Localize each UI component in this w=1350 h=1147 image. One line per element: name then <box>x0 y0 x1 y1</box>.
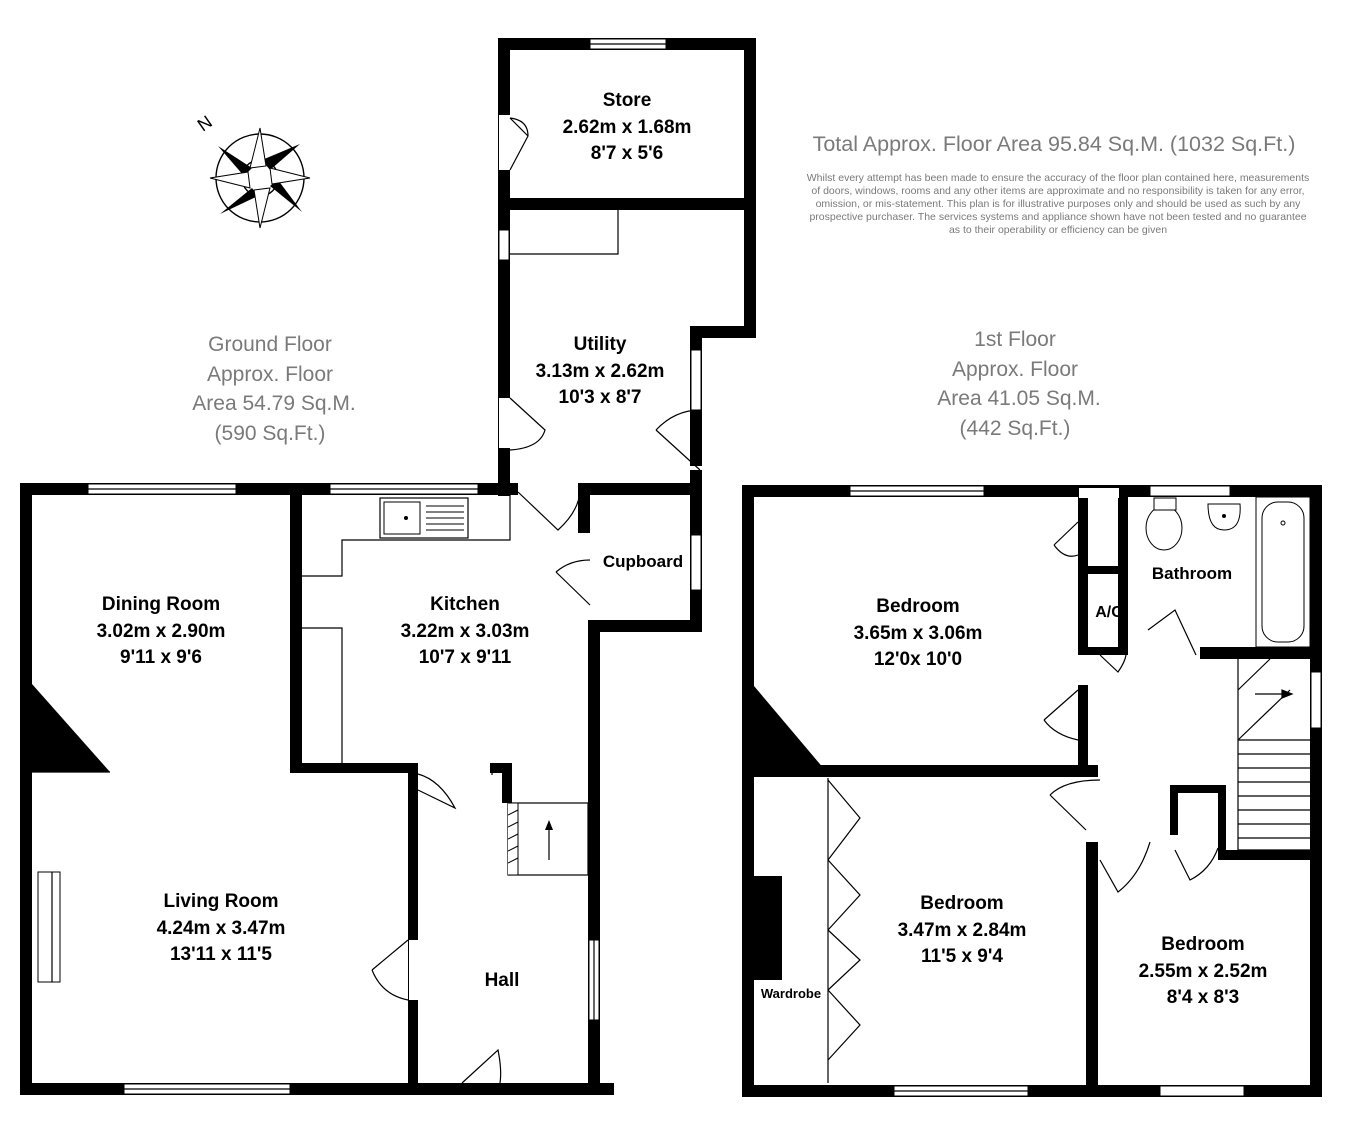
stairs-upper-icon <box>1238 659 1310 850</box>
ground-floor-windows <box>38 39 701 1094</box>
svg-text:12'0x 10'0: 12'0x 10'0 <box>873 649 963 670</box>
svg-text:Area 41.05 Sq.M.: Area 41.05 Sq.M. <box>937 387 1101 410</box>
svg-text:2.62m x 1.68m: 2.62m x 1.68m <box>562 117 692 138</box>
room-cupboard: Cupboard <box>602 552 684 571</box>
total-area: Total Approx. Floor Area 95.84 Sq.M. (1032 Sq.Ft.) <box>812 132 1296 156</box>
svg-text:Dining Room: Dining Room <box>101 594 221 615</box>
room-bedroom-3 <box>1139 934 1268 1008</box>
ground-floor-doors <box>372 118 700 1083</box>
svg-text:Store: Store <box>602 90 652 111</box>
svg-text:(442 Sq.Ft.): (442 Sq.Ft.) <box>959 417 1071 440</box>
svg-text:13'11 x 11'5: 13'11 x 11'5 <box>169 944 273 965</box>
svg-text:Kitchen: Kitchen <box>430 594 500 615</box>
svg-text:3.47m x 2.84m: 3.47m x 2.84m <box>897 920 1027 941</box>
svg-text:9'11 x 9'6: 9'11 x 9'6 <box>120 647 202 668</box>
svg-text:1st Floor: 1st Floor <box>974 328 1056 351</box>
room-bedroom-1 <box>854 596 983 670</box>
chimney-breast-upper <box>754 686 830 776</box>
room-living <box>157 891 286 965</box>
svg-text:Bedroom: Bedroom <box>920 893 1004 914</box>
room-utility <box>536 334 665 408</box>
svg-text:10'7 x 9'11: 10'7 x 9'11 <box>418 647 512 668</box>
svg-text:of doors, windows, rooms and a: of doors, windows, rooms and any other items are approximate and no responsibility is taken for any error, <box>811 185 1305 197</box>
svg-text:Ground Floor: Ground Floor <box>208 333 332 356</box>
svg-text:3.02m x 2.90m: 3.02m x 2.90m <box>96 621 226 642</box>
room-bedroom-2 <box>898 893 1027 967</box>
stairs-icon <box>508 803 588 875</box>
svg-text:8'7 x 5'6: 8'7 x 5'6 <box>590 143 664 164</box>
svg-text:Approx. Floor: Approx. Floor <box>206 363 334 386</box>
svg-text:3.65m x 3.06m: 3.65m x 3.06m <box>853 623 983 644</box>
room-wardrobe: Wardrobe <box>760 986 822 1001</box>
room-kitchen <box>401 594 530 668</box>
svg-text:Whilst every attempt has been: Whilst every attempt has been made to ensure the accuracy of the floor plan contained here, measurements <box>806 172 1310 184</box>
svg-text:11'5 x 9'4: 11'5 x 9'4 <box>921 946 1003 967</box>
ground-floor-label <box>192 333 355 445</box>
wardrobe-doors <box>828 778 860 1083</box>
room-ac: A/C <box>1095 604 1123 621</box>
svg-text:Living Room: Living Room <box>163 891 279 912</box>
svg-text:Bedroom: Bedroom <box>876 596 960 617</box>
room-hall: Hall <box>484 970 520 991</box>
svg-text:as to their operability or eff: as to their operability or efficiency can be given <box>948 224 1168 236</box>
svg-text:3.22m x 3.03m: 3.22m x 3.03m <box>400 621 530 642</box>
chimney-breast <box>32 684 110 772</box>
svg-text:(590 Sq.Ft.): (590 Sq.Ft.) <box>214 422 326 445</box>
disclaimer <box>807 172 1310 236</box>
svg-text:Utility: Utility <box>573 334 627 355</box>
svg-text:4.24m x 3.47m: 4.24m x 3.47m <box>156 918 286 939</box>
svg-text:Bedroom: Bedroom <box>1161 934 1245 955</box>
svg-text:omission, or mis-statement. Th: omission, or mis-statement. This plan is for illustrative purposes only and should be used as such by any <box>815 198 1301 210</box>
svg-text:prospective purchaser. The ser: prospective purchaser. The services systems and appliance shown have not been tested and no guarantee <box>809 211 1307 223</box>
first-floor-label <box>937 328 1100 440</box>
room-store <box>563 90 692 164</box>
sink-icon <box>380 498 468 538</box>
compass-label: N <box>193 111 216 136</box>
compass-rose-icon <box>210 128 310 228</box>
svg-text:3.13m x 2.62m: 3.13m x 2.62m <box>535 361 665 382</box>
svg-text:2.55m x 2.52m: 2.55m x 2.52m <box>1138 961 1268 982</box>
svg-text:8'4 x 8'3: 8'4 x 8'3 <box>1166 987 1240 1008</box>
room-dining <box>97 594 226 668</box>
svg-text:Approx. Floor: Approx. Floor <box>951 358 1079 381</box>
room-bathroom: Bathroom <box>1151 564 1233 583</box>
svg-text:10'3 x 8'7: 10'3 x 8'7 <box>558 387 642 408</box>
utility-worktop <box>510 210 618 254</box>
svg-text:Area 54.79 Sq.M.: Area 54.79 Sq.M. <box>192 392 356 415</box>
